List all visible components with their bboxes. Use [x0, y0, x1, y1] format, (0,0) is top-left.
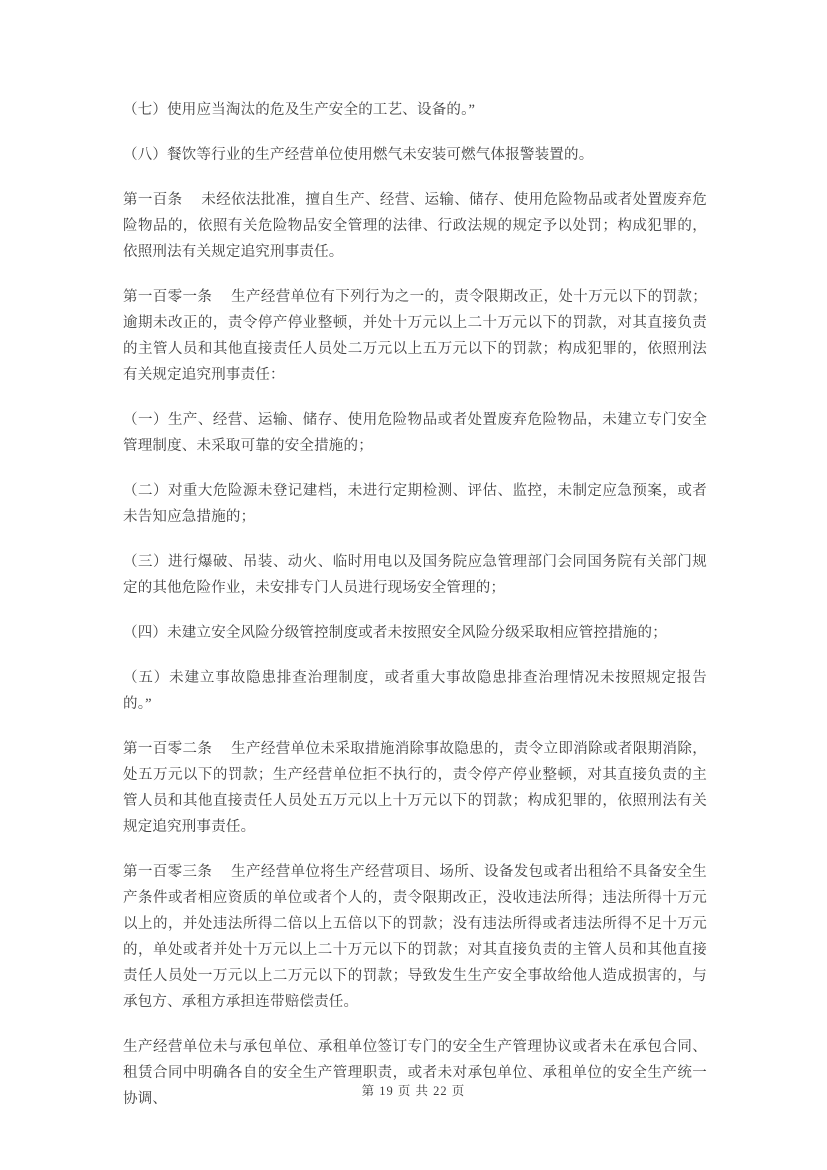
paragraph: （二）对重大危险源未登记建档，未进行定期检测、评估、监控，未制定应急预案，或者未告知应急措施的；	[123, 483, 707, 525]
paragraph: （一）生产、经营、运输、储存、使用危险物品或者处置废弃危险物品，未建立专门安全管理制度、未采取可靠的安全措施的；	[123, 412, 707, 454]
page-footer	[0, 1082, 827, 1100]
paragraph: 第一百零三条 生产经营单位将生产经营项目、场所、设备发包或者出租给不具备安全生产条件或者相应资质的单位或者个人的，责令限期改正，没收违法所得；违法所得十万元以上的，并处违法所得二倍以上五倍以下的罚款；没有违法所得或者违法所得不足十万元的，单处或者并处十万元以上二十万元以下的罚款；对其直接负责的主管人员和其他直接责任人员处一万元以上二万元以下的罚款；导致发生生产安全事故给他人造成损害的，与承包方、承租方承担连带赔偿责任。	[123, 864, 707, 1010]
paragraph: （四）未建立安全风险分级管控制度或者未按照安全风险分级采取相应管控措施的；	[123, 625, 667, 641]
paragraph: 第一百零二条 生产经营单位未采取措施消除事故隐患的，责令立即消除或者限期消除，处五万元以下的罚款；生产经营单位拒不执行的，责令停产停业整顿，对其直接负责的主管人员和其他直接责任人员处五万元以上十万元以下的罚款；构成犯罪的，依照刑法有关规定追究刑事责任。	[123, 741, 707, 835]
paragraph: （七）使用应当淘汰的危及生产安全的工艺、设备的。”	[123, 102, 476, 118]
paragraph: 第一百零一条 生产经营单位有下列行为之一的，责令限期改正，处十万元以下的罚款；逾期未改正的，责令停产停业整顿，并处十万元以上二十万元以下的罚款，对其直接负责的主管人员和其他直接责任人员处二万元以上五万元以下的罚款；构成犯罪的，依照刑法有关规定追究刑事责任：	[123, 289, 707, 383]
document-body	[123, 97, 707, 1112]
paragraph: （五）未建立事故隐患排查治理制度，或者重大事故隐患排查治理情况未按照规定报告的。”	[123, 670, 707, 712]
paragraph: （八）餐饮等行业的生产经营单位使用燃气未安装可燃气体报警装置的。	[123, 147, 594, 163]
paragraph: 生产经营单位未与承包单位、承租单位签订专门的安全生产管理协议或者未在承包合同、租赁合同中明确各自的安全生产管理职责，或者未对承包单位、承租单位的安全生产统一协调、	[123, 1039, 707, 1107]
paragraph: 第一百条 未经依法批准，擅自生产、经营、运输、储存、使用危险物品或者处置废弃危险物品的，依照有关危险物品安全管理的法律、行政法规的规定予以处罚；构成犯罪的，依照刑法有关规定追究刑事责任。	[123, 192, 707, 260]
paragraph: （三）进行爆破、吊装、动火、临时用电以及国务院应急管理部门会同国务院有关部门规定的其他危险作业，未安排专门人员进行现场安全管理的；	[123, 554, 707, 596]
page-number-label: 第 19 页 共 22 页	[361, 1084, 466, 1098]
